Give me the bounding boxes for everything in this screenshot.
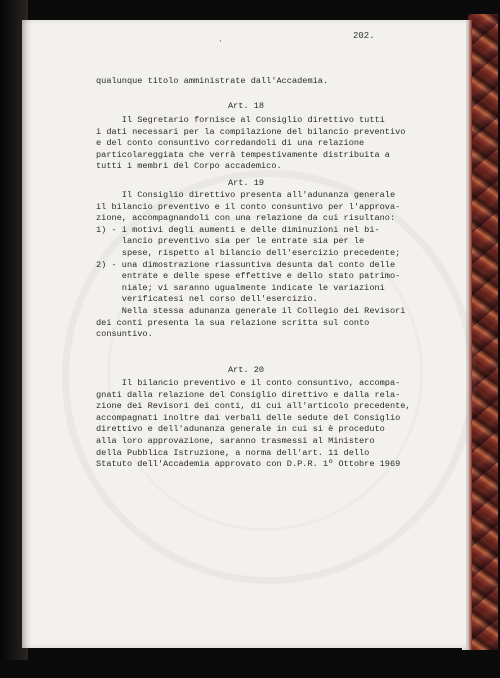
text-line: i dati necessari per la compilazione del bilancio preventivo	[96, 126, 406, 137]
text-line: zione, accompagnandoli con una relazione da cui risultano:	[96, 213, 396, 224]
article-title: Art. 19	[227, 178, 265, 188]
text-line: Statuto dell'Accademia approvato con D.P.R. 1º Ottobre 1969	[96, 459, 401, 470]
text-line: spese, rispetto al bilancio dell'esercizio precedente;	[96, 247, 401, 258]
text-line: consuntivo.	[96, 329, 153, 340]
text-line: Il bilancio preventivo e il conto consuntivo, accompa-	[96, 378, 401, 388]
text-line: direttivo e dell'adunanza generale in cui si è proceduto	[96, 424, 385, 435]
paragraph	[96, 378, 436, 471]
article-heading	[96, 365, 436, 377]
text-line: della Pubblica Istruzione, a norma dell'art. 11 dello	[96, 447, 370, 458]
ink-speck: ·	[218, 37, 223, 46]
text-line: gnati dalla relazione del Consiglio direttivo e dalla rela-	[96, 389, 401, 400]
text-line: accompagnati inoltre dai verbali delle sedute del Consiglio	[96, 412, 401, 423]
paragraph	[96, 190, 436, 341]
page-number: 202.	[353, 31, 375, 41]
text-line: verificatesi nel corso dell'esercizio.	[96, 294, 318, 305]
text-line: entrate e delle spese effettive e dello stato patrimo-	[96, 271, 401, 282]
marbled-cover-edge	[468, 14, 498, 650]
text-line: alla loro approvazione, saranno trasmessi al Ministero	[96, 435, 375, 446]
text-line: qualunque titolo amministrate dall'Accademia.	[96, 76, 329, 86]
text-line: niale; vi saranno ugualmente indicate le variazioni	[96, 282, 385, 293]
text-line: Nella stessa adunanza generale il Collegio dei Revisori	[96, 305, 406, 316]
text-line: particolareggiata che verrà tempestivamente distribuita a	[96, 149, 390, 160]
article-title: Art. 20	[227, 365, 265, 375]
article-heading	[96, 178, 436, 190]
article-heading	[96, 101, 436, 113]
text-line: dei conti presenta la sua relazione scritta sul conto	[96, 317, 370, 328]
text-line: e del conto consuntivo corredandoli di una relazione	[96, 138, 365, 149]
text-line: zione dei Revisori dei conti, di cui all'articolo precedente,	[96, 401, 411, 412]
text-line: 2) - una dimostrazione riassuntiva desunta dal conto delle	[96, 259, 396, 270]
text-line: il bilancio preventivo e il conto consuntivo per l'approva-	[96, 201, 401, 212]
text-line: 1) - i motivi degli aumenti e delle diminuzioni nel bi-	[96, 224, 380, 235]
text-line: lancio preventivo sia per le entrate sia per le	[96, 236, 365, 247]
article-title: Art. 18	[227, 101, 265, 111]
paragraph	[96, 115, 436, 173]
text-line: tutti i membri del Corpo accademico.	[96, 161, 282, 172]
paragraph	[96, 76, 436, 88]
text-line: Il Segretario fornisce al Consiglio direttivo tutti	[96, 115, 385, 125]
text-line: Il Consiglio direttivo presenta all'adunanza generale	[96, 190, 396, 200]
